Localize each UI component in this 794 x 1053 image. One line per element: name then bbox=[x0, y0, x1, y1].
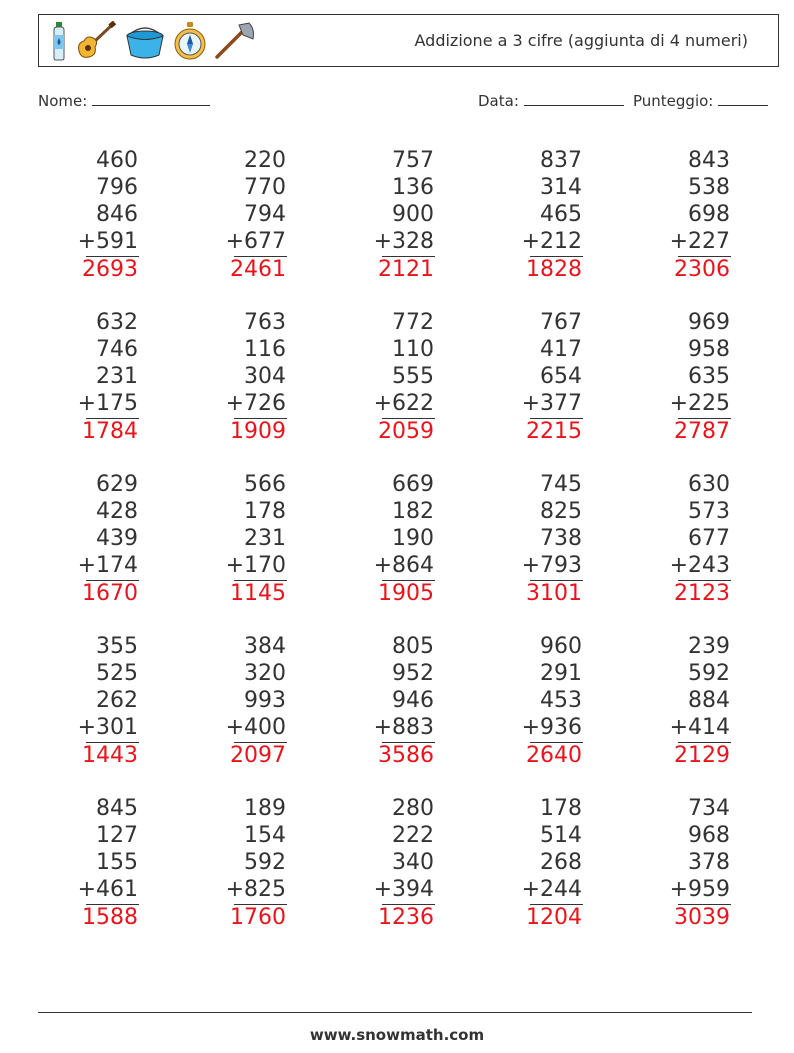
addend-with-plus: +936 bbox=[521, 714, 582, 740]
answer: 2059 bbox=[378, 418, 434, 444]
addend-with-plus: +174 bbox=[77, 552, 138, 578]
answer: 2306 bbox=[674, 256, 730, 282]
answer: 3101 bbox=[526, 580, 582, 606]
answer: 2461 bbox=[230, 256, 286, 282]
addend-with-plus: +883 bbox=[373, 714, 434, 740]
answer: 2787 bbox=[674, 418, 730, 444]
addend: 969 bbox=[688, 310, 730, 335]
addend-with-plus: +793 bbox=[521, 552, 582, 578]
addend: 189 bbox=[244, 796, 286, 821]
addend-with-plus: +591 bbox=[77, 228, 138, 254]
addend: 154 bbox=[244, 822, 286, 848]
addend-with-plus: +175 bbox=[77, 390, 138, 416]
addend: 155 bbox=[96, 849, 138, 875]
addend: 993 bbox=[244, 687, 286, 713]
addition-problem bbox=[186, 796, 286, 931]
addend: 946 bbox=[392, 687, 434, 713]
addend: 629 bbox=[96, 472, 138, 497]
addend: 231 bbox=[244, 525, 286, 551]
answer: 1909 bbox=[230, 418, 286, 444]
addend: 698 bbox=[688, 201, 730, 227]
addend-with-plus: +394 bbox=[373, 876, 434, 902]
addition-problem bbox=[38, 148, 138, 283]
answer: 2215 bbox=[526, 418, 582, 444]
addition-problem bbox=[334, 472, 434, 607]
addend: 794 bbox=[244, 201, 286, 227]
addend-with-plus: +244 bbox=[521, 876, 582, 902]
answer: 2693 bbox=[82, 256, 138, 282]
addend: 654 bbox=[540, 363, 582, 389]
addend: 757 bbox=[392, 148, 434, 173]
addition-problem bbox=[334, 310, 434, 445]
addend: 340 bbox=[392, 849, 434, 875]
addition-problem bbox=[630, 472, 730, 607]
addend: 677 bbox=[688, 525, 730, 551]
answer: 1905 bbox=[378, 580, 434, 606]
addend: 555 bbox=[392, 363, 434, 389]
addend: 968 bbox=[688, 822, 730, 848]
date-label: Data: bbox=[478, 92, 519, 110]
addend-with-plus: +461 bbox=[77, 876, 138, 902]
answer: 2097 bbox=[230, 742, 286, 768]
answer: 2129 bbox=[674, 742, 730, 768]
addend: 460 bbox=[96, 148, 138, 173]
addend-with-plus: +212 bbox=[521, 228, 582, 254]
addition-problem bbox=[482, 310, 582, 445]
answer: 3586 bbox=[378, 742, 434, 768]
addend: 952 bbox=[392, 660, 434, 686]
addend: 231 bbox=[96, 363, 138, 389]
addend: 669 bbox=[392, 472, 434, 497]
addend: 178 bbox=[244, 498, 286, 524]
answer: 2640 bbox=[526, 742, 582, 768]
addend: 573 bbox=[688, 498, 730, 524]
addition-problem bbox=[38, 796, 138, 931]
addend: 116 bbox=[244, 336, 286, 362]
addition-problem bbox=[186, 634, 286, 769]
addend: 845 bbox=[96, 796, 138, 821]
addend: 900 bbox=[392, 201, 434, 227]
addend: 770 bbox=[244, 174, 286, 200]
addend: 745 bbox=[540, 472, 582, 497]
addition-problem bbox=[38, 472, 138, 607]
addend-with-plus: +414 bbox=[669, 714, 730, 740]
addend-with-plus: +227 bbox=[669, 228, 730, 254]
addend-with-plus: +328 bbox=[373, 228, 434, 254]
addend: 222 bbox=[392, 822, 434, 848]
addend-with-plus: +959 bbox=[669, 876, 730, 902]
addend: 304 bbox=[244, 363, 286, 389]
addend: 453 bbox=[540, 687, 582, 713]
addition-problem bbox=[482, 148, 582, 283]
addition-problem bbox=[334, 148, 434, 283]
addend: 825 bbox=[540, 498, 582, 524]
addition-problem bbox=[482, 472, 582, 607]
score-label: Punteggio: bbox=[633, 92, 714, 110]
addition-problem bbox=[334, 634, 434, 769]
addend: 378 bbox=[688, 849, 730, 875]
addition-problem bbox=[630, 634, 730, 769]
addend: 384 bbox=[244, 634, 286, 659]
answer: 2121 bbox=[378, 256, 434, 282]
answer: 1204 bbox=[526, 904, 582, 930]
addend: 525 bbox=[96, 660, 138, 686]
addend-with-plus: +677 bbox=[225, 228, 286, 254]
addend: 884 bbox=[688, 687, 730, 713]
addition-problem bbox=[482, 634, 582, 769]
addition-problem bbox=[630, 148, 730, 283]
addend: 632 bbox=[96, 310, 138, 335]
addend: 320 bbox=[244, 660, 286, 686]
addend: 796 bbox=[96, 174, 138, 200]
answer: 1588 bbox=[82, 904, 138, 930]
addend: 110 bbox=[392, 336, 434, 362]
addend: 127 bbox=[96, 822, 138, 848]
addition-problem bbox=[482, 796, 582, 931]
addend-with-plus: +170 bbox=[225, 552, 286, 578]
addend: 837 bbox=[540, 148, 582, 173]
addition-problem bbox=[630, 796, 730, 931]
addition-problem bbox=[38, 310, 138, 445]
addend: 846 bbox=[96, 201, 138, 227]
addend: 182 bbox=[392, 498, 434, 524]
addend: 417 bbox=[540, 336, 582, 362]
addend: 843 bbox=[688, 148, 730, 173]
addend: 746 bbox=[96, 336, 138, 362]
addend: 763 bbox=[244, 310, 286, 335]
addend-with-plus: +825 bbox=[225, 876, 286, 902]
answer: 1145 bbox=[230, 580, 286, 606]
answer: 1784 bbox=[82, 418, 138, 444]
addend: 805 bbox=[392, 634, 434, 659]
answer: 2123 bbox=[674, 580, 730, 606]
answer: 1828 bbox=[526, 256, 582, 282]
addition-problem bbox=[186, 148, 286, 283]
addend: 190 bbox=[392, 525, 434, 551]
addend: 635 bbox=[688, 363, 730, 389]
addend: 280 bbox=[392, 796, 434, 821]
answer: 1443 bbox=[82, 742, 138, 768]
addend: 465 bbox=[540, 201, 582, 227]
addend-with-plus: +301 bbox=[77, 714, 138, 740]
worksheet-title: Addizione a 3 cifre (aggiunta di 4 numeri) bbox=[414, 31, 748, 50]
addition-problem bbox=[630, 310, 730, 445]
addend-with-plus: +622 bbox=[373, 390, 434, 416]
addend: 734 bbox=[688, 796, 730, 821]
addend: 439 bbox=[96, 525, 138, 551]
addend: 566 bbox=[244, 472, 286, 497]
addend-with-plus: +400 bbox=[225, 714, 286, 740]
answer: 1670 bbox=[82, 580, 138, 606]
addend: 592 bbox=[688, 660, 730, 686]
answer: 3039 bbox=[674, 904, 730, 930]
addend: 136 bbox=[392, 174, 434, 200]
addition-problem bbox=[38, 634, 138, 769]
addend: 738 bbox=[540, 525, 582, 551]
answer: 1760 bbox=[230, 904, 286, 930]
addition-problem bbox=[186, 472, 286, 607]
addend: 514 bbox=[540, 822, 582, 848]
addend: 178 bbox=[540, 796, 582, 821]
addend: 630 bbox=[688, 472, 730, 497]
addend: 958 bbox=[688, 336, 730, 362]
addend: 355 bbox=[96, 634, 138, 659]
addend: 314 bbox=[540, 174, 582, 200]
addend: 262 bbox=[96, 687, 138, 713]
footer-site: www.snowmath.com bbox=[309, 1026, 485, 1044]
name-label: Nome: bbox=[38, 92, 88, 110]
addend-with-plus: +377 bbox=[521, 390, 582, 416]
addend: 428 bbox=[96, 498, 138, 524]
addend: 291 bbox=[540, 660, 582, 686]
addend: 268 bbox=[540, 849, 582, 875]
addend: 239 bbox=[688, 634, 730, 659]
addend: 772 bbox=[392, 310, 434, 335]
addend: 960 bbox=[540, 634, 582, 659]
addend-with-plus: +243 bbox=[669, 552, 730, 578]
addition-problem bbox=[186, 310, 286, 445]
addend: 767 bbox=[540, 310, 582, 335]
addend: 592 bbox=[244, 849, 286, 875]
footer-divider bbox=[38, 1012, 752, 1013]
addition-problem bbox=[334, 796, 434, 931]
addend: 538 bbox=[688, 174, 730, 200]
addend-with-plus: +864 bbox=[373, 552, 434, 578]
addend-with-plus: +225 bbox=[669, 390, 730, 416]
answer: 1236 bbox=[378, 904, 434, 930]
addend-with-plus: +726 bbox=[225, 390, 286, 416]
addend: 220 bbox=[244, 148, 286, 173]
